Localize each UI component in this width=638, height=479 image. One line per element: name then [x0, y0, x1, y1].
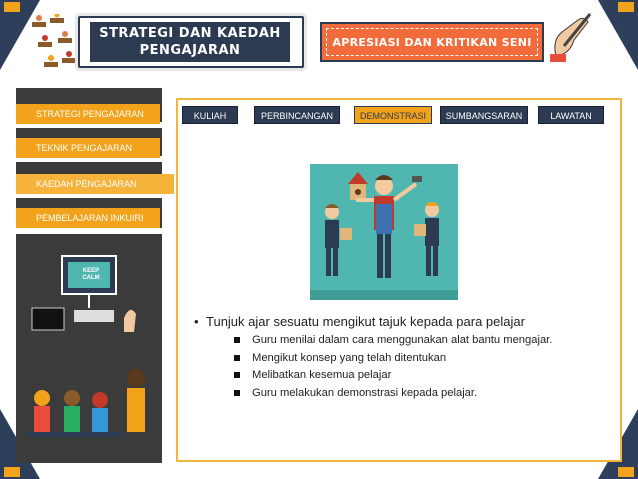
tab-label: DEMONSTRASI — [359, 111, 426, 121]
sidebar-item-label: STRATEGI PENGAJARAN — [36, 109, 144, 119]
subject-title-banner — [320, 22, 544, 62]
list-item: Guru menilai dalam cara menggunakan alat bantu mengajar. — [234, 333, 610, 349]
main-bullet: • Tunjuk ajar sesuatu mengikut tajuk kepada para pelajar — [190, 314, 610, 329]
sidebar-item-inkuiri[interactable] — [16, 208, 160, 228]
page-title-banner — [78, 16, 304, 68]
teacher-students-illustration — [310, 164, 458, 300]
sidebar-item-label: TEKNIK PENGAJARAN — [36, 143, 133, 153]
sidebar-divider — [16, 228, 162, 234]
tab-perbincangan[interactable] — [254, 106, 340, 124]
tab-lawatan[interactable] — [538, 106, 604, 124]
corner-accent — [618, 2, 634, 12]
corner-accent — [4, 467, 20, 477]
corner-accent — [4, 2, 20, 12]
paintbrush-hand-icon — [548, 10, 594, 64]
classroom-desks-illustration — [30, 14, 80, 74]
tab-label: KULIAH — [193, 111, 227, 121]
list-item: Mengikut konsep yang telah ditentukan — [234, 351, 610, 367]
sidebar — [16, 88, 162, 463]
list-item: Melibatkan kesemua pelajar — [234, 368, 610, 384]
sidebar-item-kaedah[interactable] — [16, 174, 174, 194]
sidebar-item-strategi[interactable] — [16, 104, 160, 124]
tab-kuliah[interactable] — [182, 106, 238, 124]
method-tabs — [182, 106, 606, 126]
tab-label: PERBINCANGAN — [260, 111, 333, 121]
tab-label: LAWATAN — [550, 111, 592, 121]
sub-bullet-list — [190, 333, 610, 401]
tab-label: SUMBANGSARAN — [445, 111, 523, 121]
sidebar-item-teknik[interactable] — [16, 138, 160, 158]
corner-accent — [618, 467, 634, 477]
page-title-line2: PENGAJARAN — [139, 43, 241, 58]
tab-demonstrasi[interactable] — [354, 106, 432, 124]
page-title-line1: STRATEGI DAN KAEDAH — [99, 26, 281, 41]
board-keep-calm-text: KEEP CALM — [82, 268, 100, 281]
subject-title: APRESIASI DAN KRITIKAN SENI — [326, 28, 538, 56]
sidebar-item-label: PEMBELAJARAN INKUIRI — [36, 213, 144, 223]
tab-sumbangsaran[interactable] — [440, 106, 528, 124]
list-item: Guru melakukan demonstrasi kepada pelajar. — [234, 386, 610, 402]
lesson-content — [190, 314, 610, 403]
demonstration-illustration — [310, 164, 458, 300]
sidebar-item-label: KAEDAH PENGAJARAN — [36, 179, 137, 189]
